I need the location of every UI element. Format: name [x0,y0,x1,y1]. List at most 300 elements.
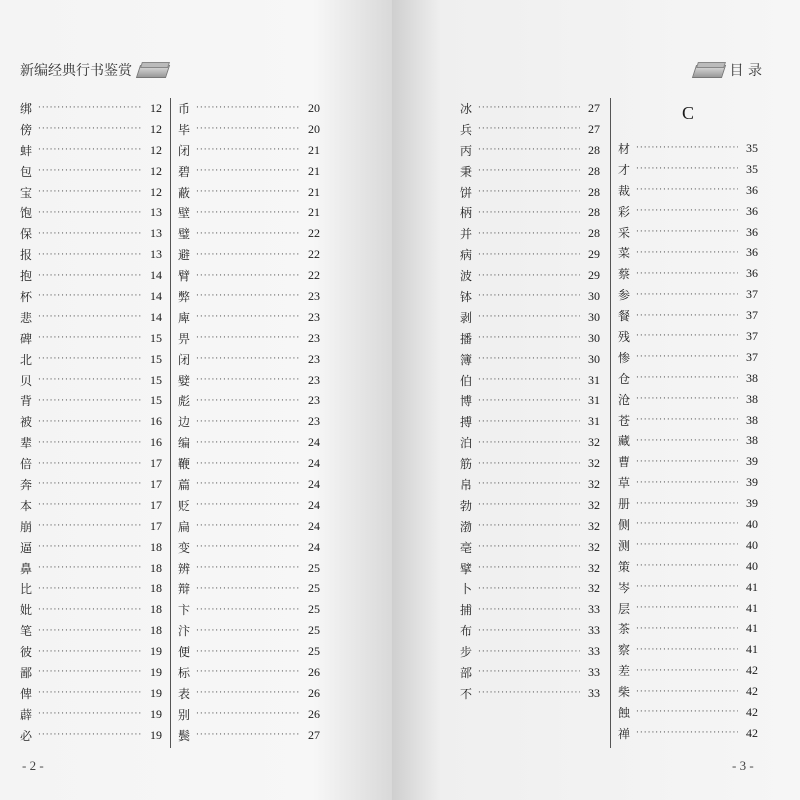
index-entry [20,119,162,140]
dot-leader [196,396,300,406]
entry-character: 碑 [20,331,33,346]
index-entry [460,370,600,391]
index-column-right-1 [460,98,600,704]
entry-page-number: 42 [746,704,758,719]
index-entry [20,307,162,328]
dot-leader [38,479,142,489]
index-entry [460,265,600,286]
index-entry [178,620,320,641]
index-entry [178,265,320,286]
index-entry [20,558,162,579]
index-entry [178,182,320,203]
dot-leader [636,185,738,195]
entry-page-number: 35 [746,140,758,155]
dot-leader [196,312,300,322]
entry-page-number: 16 [150,414,162,429]
dot-leader [38,521,142,531]
dot-leader [636,645,738,655]
dot-leader [38,563,142,573]
index-entry [618,222,758,243]
index-entry [460,328,600,349]
dot-leader [478,229,580,239]
entry-character: 薜 [20,707,33,722]
dot-leader [38,459,142,469]
entry-character: 倍 [20,457,33,472]
index-entry [460,182,600,203]
index-entry [178,558,320,579]
index-entry [178,140,320,161]
index-entry [20,432,162,453]
entry-page-number: 41 [746,600,758,615]
dot-leader [478,145,580,155]
entry-character: 层 [618,601,631,616]
entry-character: 畀 [178,331,191,346]
entry-character: 丙 [460,143,473,158]
entry-character: 卜 [460,582,473,597]
entry-page-number: 36 [746,266,758,281]
index-entry [178,537,320,558]
entry-page-number: 15 [150,351,162,366]
dot-leader [636,227,738,237]
entry-character: 饱 [20,206,33,221]
index-entry [460,474,600,495]
index-entry [618,159,758,180]
dot-leader [636,603,738,613]
index-entry [20,599,162,620]
entry-page-number: 20 [308,121,320,136]
entry-character: 测 [618,538,631,553]
index-entry [20,140,162,161]
entry-page-number: 27 [588,121,600,136]
entry-character: 步 [460,645,473,660]
entry-page-number: 40 [746,516,758,531]
dot-leader [38,354,142,364]
index-entry [460,349,600,370]
entry-page-number: 12 [150,184,162,199]
book-icon [694,62,724,78]
entry-page-number: 41 [746,621,758,636]
entry-character: 必 [20,728,33,743]
index-entry [178,453,320,474]
dot-leader [478,688,580,698]
index-entry [20,662,162,683]
dot-leader [478,271,580,281]
index-entry [618,514,758,535]
entry-character: 庳 [178,310,191,325]
index-entry [460,516,600,537]
index-entry [618,430,758,451]
index-entry [460,390,600,411]
dot-leader [636,394,738,404]
index-entry [178,161,320,182]
entry-page-number: 22 [308,226,320,241]
entry-character: 壁 [178,206,191,221]
entry-page-number: 25 [308,644,320,659]
dot-leader [636,561,738,571]
entry-character: 变 [178,540,191,555]
index-entry [20,202,162,223]
index-entry [20,578,162,599]
entry-page-number: 24 [308,518,320,533]
entry-page-number: 37 [746,349,758,364]
dot-leader [38,709,142,719]
entry-page-number: 33 [588,685,600,700]
index-entry [618,410,758,431]
entry-character: 蔽 [178,185,191,200]
dot-leader [196,145,300,155]
dot-leader [636,519,738,529]
entry-page-number: 17 [150,497,162,512]
entry-character: 布 [460,624,473,639]
entry-character: 察 [618,643,631,658]
dot-leader [38,291,142,301]
index-entry [178,390,320,411]
dot-leader [38,584,142,594]
index-entry [618,284,758,305]
entry-page-number: 18 [150,560,162,575]
dot-leader [38,229,142,239]
entry-character: 鬓 [178,728,191,743]
entry-character: 蚌 [20,143,33,158]
index-entry [178,98,320,119]
dot-leader [38,103,142,113]
entry-character: 兵 [460,122,473,137]
entry-character: 悲 [20,310,33,325]
entry-page-number: 18 [150,539,162,554]
entry-character: 部 [460,665,473,680]
dot-leader [38,375,142,385]
entry-character: 才 [618,162,631,177]
index-entry [20,223,162,244]
entry-character: 背 [20,394,33,409]
dot-leader [636,499,738,509]
dot-leader [478,563,580,573]
entry-character: 彼 [20,645,33,660]
book-icon [138,62,168,78]
entry-character: 秉 [460,164,473,179]
entry-character: 包 [20,164,33,179]
entry-page-number: 42 [746,663,758,678]
entry-page-number: 36 [746,182,758,197]
index-entry [178,119,320,140]
entry-page-number: 25 [308,581,320,596]
dot-leader [196,479,300,489]
entry-page-number: 36 [746,224,758,239]
entry-character: 嬖 [178,373,191,388]
entry-character: 茶 [618,622,631,637]
entry-page-number: 22 [308,268,320,283]
entry-page-number: 23 [308,393,320,408]
entry-character: 贝 [20,373,33,388]
dot-leader [38,417,142,427]
dot-leader [636,269,738,279]
entry-character: 标 [178,665,191,680]
dot-leader [38,208,142,218]
entry-character: 冰 [460,101,473,116]
entry-page-number: 13 [150,247,162,262]
entry-page-number: 39 [746,475,758,490]
index-entry [618,535,758,556]
entry-character: 波 [460,269,473,284]
dot-leader [478,605,580,615]
dot-leader [196,500,300,510]
dot-leader [478,647,580,657]
dot-leader [196,271,300,281]
entry-page-number: 17 [150,518,162,533]
dot-leader [636,666,738,676]
index-entry [460,537,600,558]
dot-leader [636,478,738,488]
dot-leader [196,166,300,176]
dot-leader [38,187,142,197]
entry-page-number: 29 [588,247,600,262]
dot-leader [636,206,738,216]
right-page [392,0,800,800]
index-entry [618,723,758,744]
entry-page-number: 32 [588,497,600,512]
entry-character: 闭 [178,352,191,367]
index-entry [178,202,320,223]
entry-page-number: 29 [588,268,600,283]
entry-character: 萹 [178,477,191,492]
entry-page-number: 32 [588,581,600,596]
dot-leader [38,271,142,281]
entry-character: 蔡 [618,267,631,282]
index-entry [20,370,162,391]
dot-leader [196,438,300,448]
dot-leader [636,164,738,174]
entry-character: 病 [460,248,473,263]
dot-leader [196,730,300,740]
entry-character: 勃 [460,498,473,513]
entry-character: 博 [460,394,473,409]
index-entry [618,368,758,389]
entry-page-number: 19 [150,727,162,742]
entry-page-number: 24 [308,497,320,512]
dot-leader [38,312,142,322]
entry-character: 蝕 [618,705,631,720]
index-entry [618,326,758,347]
entry-page-number: 18 [150,602,162,617]
entry-character: 被 [20,415,33,430]
entry-character: 崩 [20,519,33,534]
column-divider [610,98,611,748]
dot-leader [196,709,300,719]
entry-page-number: 30 [588,309,600,324]
index-entry [460,161,600,182]
entry-page-number: 33 [588,664,600,679]
entry-character: 彪 [178,394,191,409]
dot-leader [478,291,580,301]
index-entry [20,537,162,558]
index-entry [20,704,162,725]
entry-character: 簿 [460,352,473,367]
entry-page-number: 37 [746,308,758,323]
dot-leader [478,312,580,322]
entry-character: 差 [618,664,631,679]
entry-page-number: 36 [746,245,758,260]
page-number-right: - 3 - [732,758,754,773]
dot-leader [38,730,142,740]
dot-leader [636,687,738,697]
index-entry [178,307,320,328]
dot-leader [196,667,300,677]
entry-page-number: 30 [588,351,600,366]
dot-leader [478,103,580,113]
entry-character: 渤 [460,519,473,534]
entry-character: 筋 [460,457,473,472]
index-entry [618,618,758,639]
dot-leader [478,250,580,260]
entry-page-number: 33 [588,623,600,638]
entry-character: 臂 [178,269,191,284]
dot-leader [196,626,300,636]
index-entry [178,578,320,599]
dot-leader [478,187,580,197]
entry-page-number: 13 [150,226,162,241]
entry-page-number: 14 [150,268,162,283]
entry-page-number: 17 [150,456,162,471]
dot-leader [196,208,300,218]
index-entry [618,493,758,514]
entry-page-number: 40 [746,558,758,573]
index-entry [178,328,320,349]
index-column-left-1 [20,98,162,746]
entry-page-number: 42 [746,725,758,740]
dot-leader [478,438,580,448]
index-entry [460,495,600,516]
dot-leader [38,688,142,698]
entry-page-number: 16 [150,435,162,450]
dot-leader [38,166,142,176]
entry-page-number: 28 [588,142,600,157]
entry-page-number: 32 [588,456,600,471]
index-entry [618,389,758,410]
entry-page-number: 25 [308,602,320,617]
dot-leader [636,143,738,153]
entry-character: 亳 [460,540,473,555]
dot-leader [636,728,738,738]
entry-character: 不 [460,686,473,701]
entry-character: 剥 [460,310,473,325]
dot-leader [636,248,738,258]
dot-leader [478,333,580,343]
entry-page-number: 28 [588,163,600,178]
index-entry [460,620,600,641]
entry-page-number: 25 [308,560,320,575]
entry-character: 汴 [178,624,191,639]
index-entry [460,119,600,140]
index-entry [618,556,758,577]
entry-page-number: 24 [308,476,320,491]
entry-page-number: 12 [150,121,162,136]
dot-leader [196,375,300,385]
left-page [0,0,392,800]
dot-leader [636,707,738,717]
index-entry [178,599,320,620]
index-entry [460,683,600,704]
entry-page-number: 14 [150,309,162,324]
entry-page-number: 25 [308,623,320,638]
dot-leader [478,375,580,385]
entry-page-number: 28 [588,184,600,199]
entry-page-number: 17 [150,476,162,491]
dot-leader [196,688,300,698]
entry-page-number: 12 [150,100,162,115]
dot-leader [196,187,300,197]
entry-character: 柴 [618,685,631,700]
dot-leader [636,457,738,467]
index-entry [460,578,600,599]
index-entry [178,704,320,725]
entry-page-number: 28 [588,205,600,220]
index-entry [460,223,600,244]
index-entry [460,286,600,307]
entry-page-number: 33 [588,602,600,617]
entry-character: 擘 [460,561,473,576]
page-number-left: - 2 - [22,758,44,773]
index-entry [178,662,320,683]
index-entry [178,432,320,453]
dot-leader [38,333,142,343]
dot-leader [478,521,580,531]
dot-leader [478,459,580,469]
entry-character: 俾 [20,686,33,701]
left-header [20,60,168,80]
entry-character: 饼 [460,185,473,200]
section-letter: C [681,103,694,123]
index-entry [178,725,320,746]
entry-page-number: 32 [588,476,600,491]
entry-page-number: 19 [150,664,162,679]
entry-character: 比 [20,582,33,597]
entry-character: 绑 [20,101,33,116]
entry-character: 伯 [460,373,473,388]
entry-character: 避 [178,248,191,263]
entry-character: 扁 [178,519,191,534]
entry-page-number: 20 [308,100,320,115]
entry-character: 钵 [460,289,473,304]
dot-leader [478,208,580,218]
entry-character: 辨 [178,561,191,576]
index-entry [618,451,758,472]
entry-character: 闭 [178,143,191,158]
entry-character: 报 [20,248,33,263]
entry-page-number: 41 [746,579,758,594]
entry-character: 妣 [20,603,33,618]
entry-character: 贬 [178,498,191,513]
dot-leader [38,667,142,677]
dot-leader [478,667,580,677]
entry-page-number: 32 [588,539,600,554]
entry-character: 卞 [178,603,191,618]
index-entry [618,598,758,619]
dot-leader [196,354,300,364]
index-entry [460,140,600,161]
dot-leader [38,605,142,615]
index-entry [460,558,600,579]
dot-leader [636,415,738,425]
index-entry [178,349,320,370]
entry-page-number: 21 [308,184,320,199]
entry-page-number: 19 [150,685,162,700]
index-entry [178,516,320,537]
index-entry [460,244,600,265]
entry-character: 碧 [178,164,191,179]
column-divider [170,98,171,748]
entry-page-number: 24 [308,456,320,471]
dot-leader [196,103,300,113]
